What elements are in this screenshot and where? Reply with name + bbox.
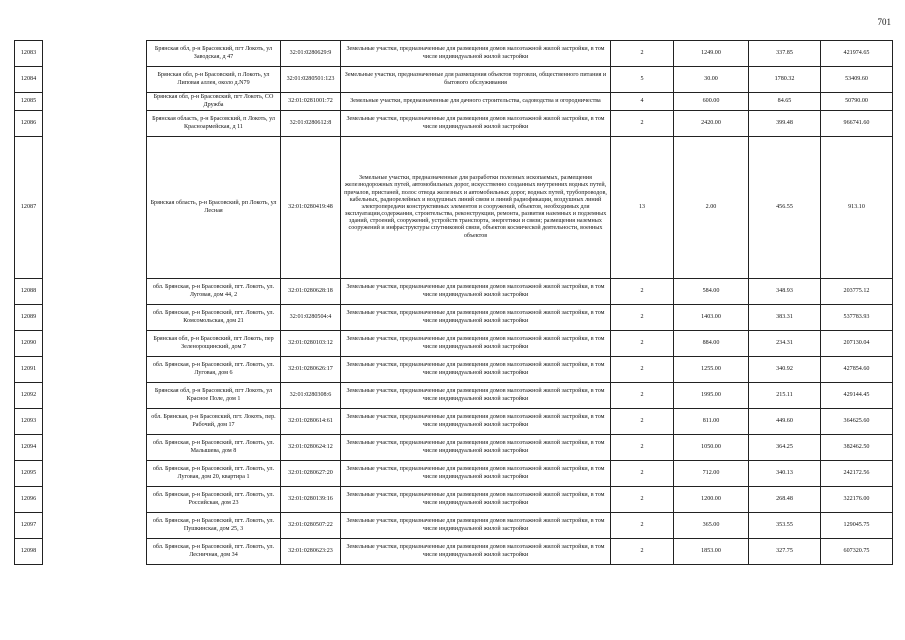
area-cell: 1995.00: [674, 383, 749, 409]
row-number: 12084: [15, 67, 43, 93]
area-cell: 811.00: [674, 409, 749, 435]
address-cell: Брянская обл, р-н Брасовский, пгт Локоть, ул Заводская, д 47: [147, 41, 281, 67]
cadastral-value-cell: 207130.04: [821, 331, 893, 357]
row-number: 12090: [15, 331, 43, 357]
cadastral-number-cell: 32:01:0280623:23: [281, 539, 341, 565]
specific-value-cell: 383.31: [749, 305, 821, 331]
table-row: [15, 41, 893, 67]
spacer-cell: [43, 41, 147, 67]
address-cell: обл. Брянская, р-н Брасовский, пгт. Локоть, ул. Луговая, дом 20, квартира 1: [147, 461, 281, 487]
row-number: 12092: [15, 383, 43, 409]
specific-value-cell: 215.11: [749, 383, 821, 409]
land-use-cell: Земельные участки, предназначенные для размещения домов малоэтажной жилой застройки, в том числе индивидуальной жилой застройки: [341, 539, 611, 565]
row-number: 12087: [15, 137, 43, 279]
row-number: 12088: [15, 279, 43, 305]
group-code-cell: 2: [611, 41, 674, 67]
spacer-cell: [43, 305, 147, 331]
land-use-cell: Земельные участки, предназначенные для размещения домов малоэтажной жилой застройки, в том числе индивидуальной жилой застройки: [341, 331, 611, 357]
row-number: 12096: [15, 487, 43, 513]
page-number: 701: [877, 17, 891, 27]
group-code-cell: 2: [611, 305, 674, 331]
cadastral-number-cell: 32:01:0280139:16: [281, 487, 341, 513]
specific-value-cell: 337.85: [749, 41, 821, 67]
group-code-cell: 2: [611, 435, 674, 461]
group-code-cell: 2: [611, 357, 674, 383]
spacer-cell: [43, 67, 147, 93]
specific-value-cell: 340.92: [749, 357, 821, 383]
spacer-cell: [43, 357, 147, 383]
row-number: 12083: [15, 41, 43, 67]
cadastral-number-cell: 32:01:0280614:61: [281, 409, 341, 435]
table-row: [15, 331, 893, 357]
land-use-cell: Земельные участки, предназначенные для разработки полезных ископаемых, размещения железнодорожных путей, автомобильных дорог, искусственно созданных внутренних водных путей, причалов, пристаней, полос отвода железных и автомобильных дорог, водных путей, трубопроводов, кабельных, радиорелейных и воздушных линий связи и линий радиофикации, воздушных линий электропередачи конструктивных элементов и сооружений, объектов, необходимых для эксплуатации,содержания, строительства, реконструкции, ремонта, развития наземных и подземных зданий, строений, сооружений, устройств транспорта, энергетики и связи; размещения наземных сооружений и инфраструктуры спутниковой связи, объектов космической деятельности, военных объектов: [341, 137, 611, 279]
cadastral-number-cell: 32:01:0280626:17: [281, 357, 341, 383]
row-number: 12094: [15, 435, 43, 461]
specific-value-cell: 456.55: [749, 137, 821, 279]
spacer-cell: [43, 93, 147, 111]
table-row: [15, 279, 893, 305]
address-cell: Брянская область, р-н Брасовский, рп Локоть, ул Лесная: [147, 137, 281, 279]
table-row: [15, 539, 893, 565]
spacer-cell: [43, 279, 147, 305]
cadastral-number-cell: 32:01:0280507:22: [281, 513, 341, 539]
specific-value-cell: 234.31: [749, 331, 821, 357]
land-use-cell: Земельные участки, предназначенные для размещения объектов торговли, общественного питания и бытового обслуживания: [341, 67, 611, 93]
group-code-cell: 2: [611, 513, 674, 539]
table-row: [15, 111, 893, 137]
land-use-cell: Земельные участки, предназначенные для размещения домов малоэтажной жилой застройки, в том числе индивидуальной жилой застройки: [341, 279, 611, 305]
cadastral-value-cell: 53409.60: [821, 67, 893, 93]
land-use-cell: Земельные участки, предназначенные для размещения домов малоэтажной жилой застройки, в том числе индивидуальной жилой застройки: [341, 513, 611, 539]
cadastral-number-cell: 32:01:0280627:20: [281, 461, 341, 487]
address-cell: обл. Брянская, р-н Брасовский, пгт. Локоть, ул. Комсомольская, дом 21: [147, 305, 281, 331]
row-number: 12097: [15, 513, 43, 539]
area-cell: 1403.00: [674, 305, 749, 331]
specific-value-cell: 268.48: [749, 487, 821, 513]
row-number: 12086: [15, 111, 43, 137]
spacer-cell: [43, 435, 147, 461]
cadastral-number-cell: 32:01:0280504:4: [281, 305, 341, 331]
cadastral-value-cell: 242172.56: [821, 461, 893, 487]
area-cell: 584.00: [674, 279, 749, 305]
spacer-cell: [43, 331, 147, 357]
spacer-cell: [43, 409, 147, 435]
spacer-cell: [43, 111, 147, 137]
area-cell: 712.00: [674, 461, 749, 487]
address-cell: Брянская обл, р-н Брасовский, пгт Локоть, пер Зеленорощинский, дом 7: [147, 331, 281, 357]
cadastral-number-cell: 32:01:0280501:123: [281, 67, 341, 93]
group-code-cell: 2: [611, 487, 674, 513]
table-row: [15, 435, 893, 461]
specific-value-cell: 399.48: [749, 111, 821, 137]
address-cell: обл. Брянская, р-н Брасовский, пгт. Локоть, ул. Российская, дом 23: [147, 487, 281, 513]
area-cell: 2420.00: [674, 111, 749, 137]
table-row: [15, 487, 893, 513]
cadastral-number-cell: 32:01:0280308:6: [281, 383, 341, 409]
address-cell: обл. Брянская, р-н Брасовский, пгт. Локоть, ул. Пушкинская, дом 25, 3: [147, 513, 281, 539]
area-cell: 1200.00: [674, 487, 749, 513]
address-cell: Брянская обл, р-н Брасовский, пгт Локоть, СО Дружба: [147, 93, 281, 111]
spacer-cell: [43, 513, 147, 539]
cadastral-value-cell: 427854.60: [821, 357, 893, 383]
group-code-cell: 2: [611, 461, 674, 487]
row-number: 12091: [15, 357, 43, 383]
specific-value-cell: 1780.32: [749, 67, 821, 93]
area-cell: 1255.00: [674, 357, 749, 383]
specific-value-cell: 327.75: [749, 539, 821, 565]
table-row: [15, 305, 893, 331]
group-code-cell: 13: [611, 137, 674, 279]
area-cell: 2.00: [674, 137, 749, 279]
table-row: [15, 93, 893, 111]
row-number: 12095: [15, 461, 43, 487]
group-code-cell: 2: [611, 539, 674, 565]
address-cell: обл. Брянская, р-н Брасовский, пгт. Локоть, пер. Рабочий, дом 17: [147, 409, 281, 435]
cadastral-number-cell: 32:01:0280624:12: [281, 435, 341, 461]
specific-value-cell: 340.13: [749, 461, 821, 487]
table-row: [15, 409, 893, 435]
land-use-cell: Земельные участки, предназначенные для дачного строительства, садоводства и огородничества: [341, 93, 611, 111]
table-row: [15, 461, 893, 487]
row-number: 12089: [15, 305, 43, 331]
row-number: 12098: [15, 539, 43, 565]
table-row: [15, 67, 893, 93]
area-cell: 600.00: [674, 93, 749, 111]
table-row: [15, 137, 893, 279]
cadastral-number-cell: 32:01:0280612:8: [281, 111, 341, 137]
row-number: 12093: [15, 409, 43, 435]
land-use-cell: Земельные участки, предназначенные для размещения домов малоэтажной жилой застройки, в том числе индивидуальной жилой застройки: [341, 461, 611, 487]
address-cell: обл. Брянская, р-н Брасовский, пгт. Локоть, ул. Луговая, дом 44, 2: [147, 279, 281, 305]
table-body: [15, 41, 893, 565]
cadastral-value-table: [14, 40, 893, 565]
table-row: [15, 513, 893, 539]
cadastral-number-cell: 32:01:0280419:48: [281, 137, 341, 279]
cadastral-value-cell: 382462.50: [821, 435, 893, 461]
cadastral-number-cell: 32:01:0281001:72: [281, 93, 341, 111]
group-code-cell: 5: [611, 67, 674, 93]
address-cell: обл. Брянская, р-н Брасовский, пгт. Локоть, ул. Малышева, дом 8: [147, 435, 281, 461]
area-cell: 1249.00: [674, 41, 749, 67]
cadastral-value-cell: 421974.65: [821, 41, 893, 67]
land-use-cell: Земельные участки, предназначенные для размещения домов малоэтажной жилой застройки, в том числе индивидуальной жилой застройки: [341, 435, 611, 461]
spacer-cell: [43, 383, 147, 409]
group-code-cell: 2: [611, 383, 674, 409]
spacer-cell: [43, 487, 147, 513]
spacer-cell: [43, 461, 147, 487]
specific-value-cell: 348.93: [749, 279, 821, 305]
land-use-cell: Земельные участки, предназначенные для размещения домов малоэтажной жилой застройки, в том числе индивидуальной жилой застройки: [341, 357, 611, 383]
cadastral-number-cell: 32:01:0280629:9: [281, 41, 341, 67]
address-cell: Брянская обл, р-н Брасовский, п Локоть, ул Липовая аллея, около д.N79: [147, 67, 281, 93]
row-number: 12085: [15, 93, 43, 111]
area-cell: 884.00: [674, 331, 749, 357]
address-cell: Брянская обл, р-н Брасовский, пгт Локоть, ул Красное Поле, дом 1: [147, 383, 281, 409]
specific-value-cell: 84.65: [749, 93, 821, 111]
group-code-cell: 2: [611, 279, 674, 305]
cadastral-value-cell: 607320.75: [821, 539, 893, 565]
group-code-cell: 2: [611, 111, 674, 137]
specific-value-cell: 449.60: [749, 409, 821, 435]
address-cell: обл. Брянская, р-н Брасовский, пгт. Локоть, ул. Лесничная, дом 34: [147, 539, 281, 565]
specific-value-cell: 353.55: [749, 513, 821, 539]
land-use-cell: Земельные участки, предназначенные для размещения домов малоэтажной жилой застройки, в том числе индивидуальной жилой застройки: [341, 111, 611, 137]
spacer-cell: [43, 539, 147, 565]
table-row: [15, 383, 893, 409]
area-cell: 30.00: [674, 67, 749, 93]
land-use-cell: Земельные участки, предназначенные для размещения домов малоэтажной жилой застройки, в том числе индивидуальной жилой застройки: [341, 305, 611, 331]
cadastral-value-cell: 50790.00: [821, 93, 893, 111]
cadastral-number-cell: 32:01:0280628:18: [281, 279, 341, 305]
cadastral-value-cell: 322176.00: [821, 487, 893, 513]
specific-value-cell: 364.25: [749, 435, 821, 461]
area-cell: 1853.00: [674, 539, 749, 565]
group-code-cell: 2: [611, 331, 674, 357]
land-use-cell: Земельные участки, предназначенные для размещения домов малоэтажной жилой застройки, в том числе индивидуальной жилой застройки: [341, 409, 611, 435]
group-code-cell: 4: [611, 93, 674, 111]
area-cell: 365.00: [674, 513, 749, 539]
address-cell: Брянская область, р-н Брасовский, п Локоть, ул Красноармейская, д 11: [147, 111, 281, 137]
land-use-cell: Земельные участки, предназначенные для размещения домов малоэтажной жилой застройки, в том числе индивидуальной жилой застройки: [341, 383, 611, 409]
cadastral-value-cell: 429144.45: [821, 383, 893, 409]
spacer-cell: [43, 137, 147, 279]
table-row: [15, 357, 893, 383]
cadastral-number-cell: 32:01:0280103:12: [281, 331, 341, 357]
cadastral-value-cell: 537783.93: [821, 305, 893, 331]
cadastral-value-cell: 129045.75: [821, 513, 893, 539]
address-cell: обл. Брянская, р-н Брасовский, пгт. Локоть, ул. Луговая, дом 6: [147, 357, 281, 383]
cadastral-value-cell: 913.10: [821, 137, 893, 279]
land-use-cell: Земельные участки, предназначенные для размещения домов малоэтажной жилой застройки, в том числе индивидуальной жилой застройки: [341, 487, 611, 513]
cadastral-value-cell: 966741.60: [821, 111, 893, 137]
group-code-cell: 2: [611, 409, 674, 435]
cadastral-value-cell: 203775.12: [821, 279, 893, 305]
area-cell: 1050.00: [674, 435, 749, 461]
land-use-cell: Земельные участки, предназначенные для размещения домов малоэтажной жилой застройки, в том числе индивидуальной жилой застройки: [341, 41, 611, 67]
cadastral-value-cell: 364625.60: [821, 409, 893, 435]
